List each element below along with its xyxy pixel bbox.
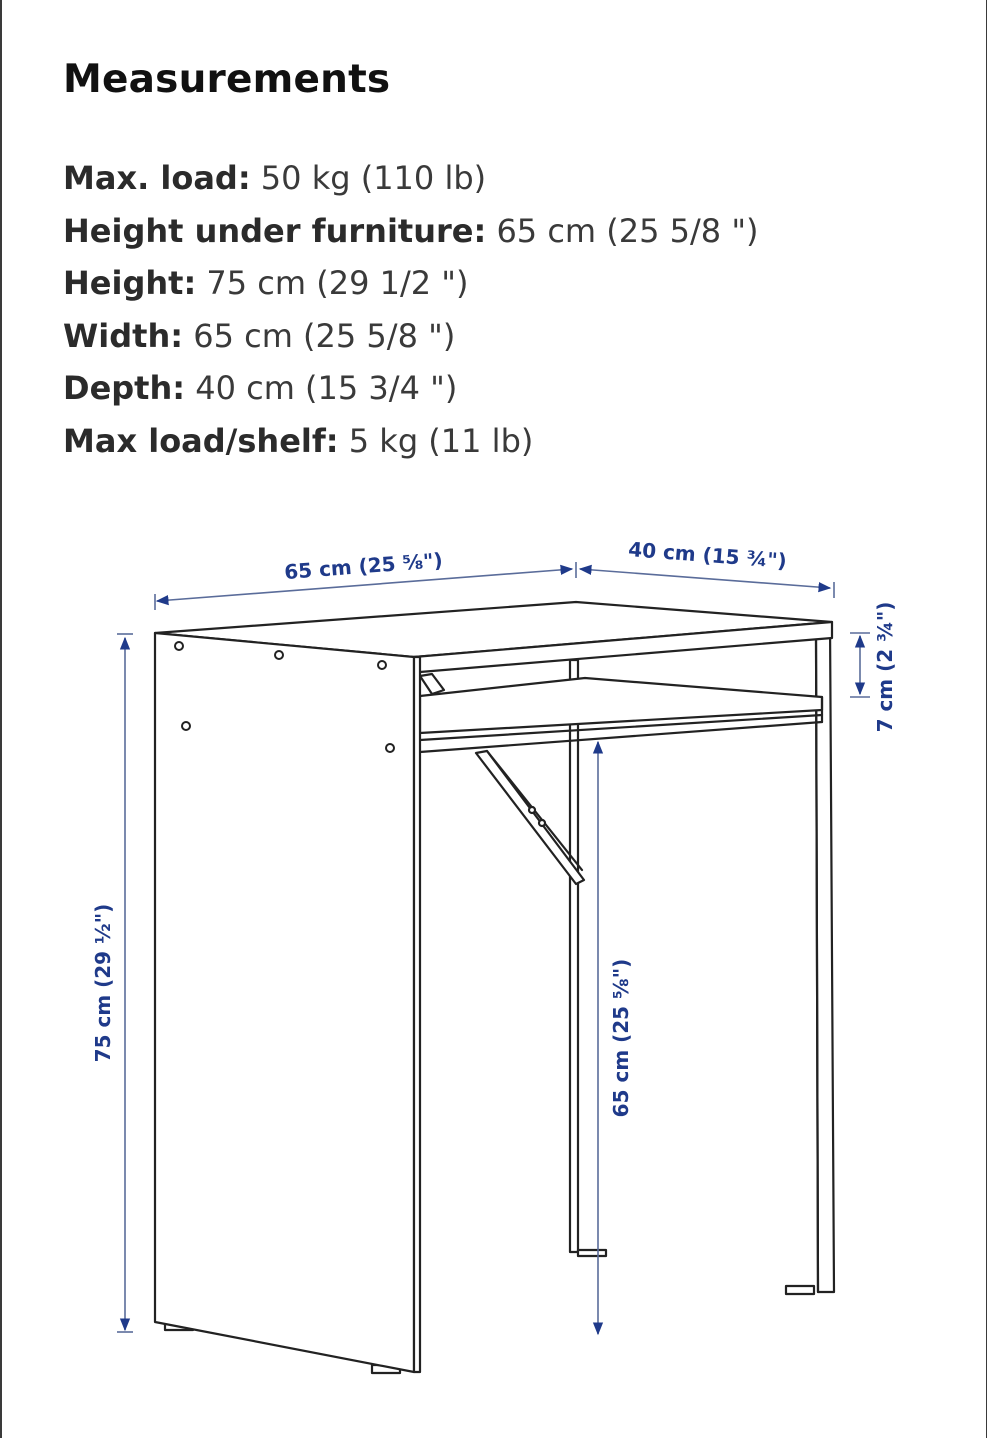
- desk-left-leg: [155, 633, 414, 1372]
- spec-label: Height:: [63, 264, 197, 303]
- depth-dimension-label: 40 cm (15 ¾"): [627, 537, 788, 573]
- spec-label: Max load/shelf:: [63, 421, 339, 460]
- depth-dimension-line: [580, 569, 830, 588]
- spec-value: 65 cm (25 5/8 "): [486, 211, 759, 250]
- screw-icon: [175, 642, 183, 650]
- spec-label: Height under furniture:: [63, 211, 487, 250]
- spec-label: Depth:: [63, 369, 186, 408]
- page-title: Measurements: [63, 57, 391, 102]
- spec-label: Max. load:: [63, 159, 251, 197]
- desk-left-leg-side: [414, 657, 420, 1372]
- spec-value: 75 cm (29 1/2 "): [196, 264, 469, 303]
- desk-bracket-screw: [529, 807, 535, 813]
- desk-foot: [786, 1286, 814, 1294]
- spec-value: 50 kg (110 lb): [250, 159, 487, 197]
- desk-bracket: [476, 751, 584, 884]
- desk-back-leg: [570, 660, 578, 1252]
- total-height-dimension-label: 75 cm (29 ½"): [91, 903, 115, 1063]
- shelf-gap-dimension-label: 7 cm (2 ¾"): [873, 601, 897, 733]
- desk-drawing: [155, 602, 834, 1373]
- height-under-dimension-label: 65 cm (25 ⅝"): [609, 958, 633, 1118]
- screw-icon: [378, 661, 386, 669]
- screw-icon: [386, 744, 394, 752]
- desk-bracket-screw: [539, 820, 545, 826]
- spec-label: Width:: [63, 316, 184, 355]
- screw-icon: [182, 722, 190, 730]
- desk-bracket-upper: [420, 674, 444, 694]
- desk-foot: [578, 1250, 606, 1256]
- spec-value: 40 cm (15 3/4 "): [185, 369, 458, 408]
- width-dimension-label: 65 cm (25 ⅝"): [283, 547, 444, 585]
- screw-icon: [275, 651, 283, 659]
- desk-shelf-top: [420, 678, 822, 733]
- spec-value: 65 cm (25 5/8 "): [183, 316, 456, 355]
- spec-value: 5 kg (11 lb): [338, 421, 534, 460]
